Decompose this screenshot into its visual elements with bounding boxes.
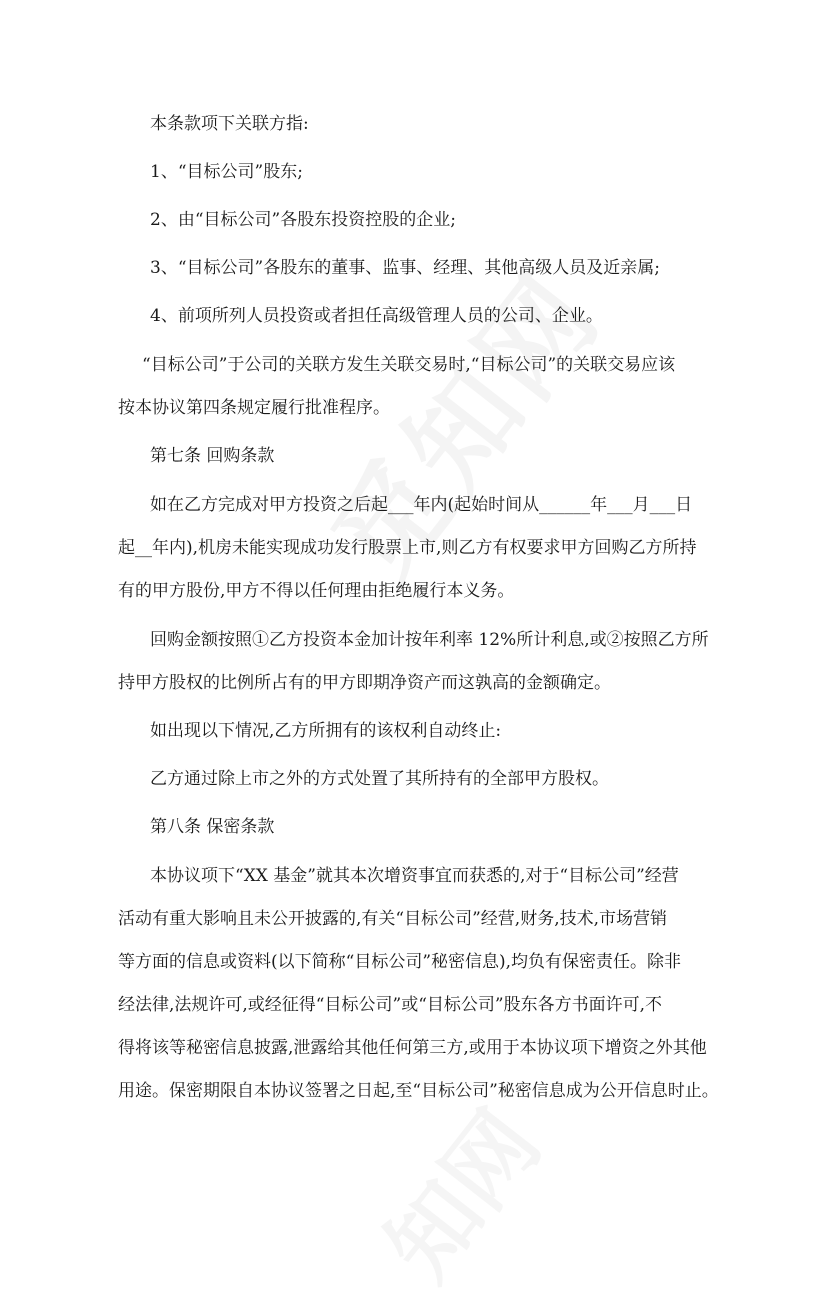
text-line: 4、前项所列人员投资或者担任高级管理人员的公司、企业。 — [150, 306, 603, 326]
text-line: 等方面的信息或资料(以下简称“目标公司”秘密信息),均负有保密责任。除非 — [118, 952, 682, 972]
paragraph-termination-condition — [150, 759, 714, 799]
paragraph-termination-intro — [150, 711, 714, 751]
text-line: 按本协议第四条规定履行批准程序。 — [118, 398, 390, 418]
text-line: 2、由“目标公司”各股东投资控股的企业; — [150, 210, 456, 230]
text-line: 经法律,法规许可,或经征得“目标公司”或“目标公司”股东各方书面许可,不 — [118, 995, 662, 1015]
text-line: 1、“目标公司”股东; — [150, 162, 303, 182]
text-line: 回购金额按照①乙方投资本金加计按年利率 12%所计利息,或②按照乙方所 — [150, 630, 709, 650]
paragraph-related-party-intro — [150, 104, 714, 144]
text-line: 3、“目标公司”各股东的董事、监事、经理、其他高级人员及近亲属; — [150, 258, 660, 278]
paragraph-confidentiality — [118, 855, 719, 1113]
text-line: 有的甲方股份,甲方不得以任何理由拒绝履行本义务。 — [118, 581, 515, 601]
text-line: “目标公司”于公司的关联方发生关联交易时,“目标公司”的关联交易应该 — [142, 355, 676, 375]
section-heading-article-8 — [150, 807, 714, 847]
text-line: 持甲方股权的比例所占有的甲方即期净资产而这孰高的金额确定。 — [118, 673, 611, 693]
text-line: 第八条 保密条款 — [150, 817, 275, 837]
text-line: 用途。保密期限自本协议签署之日起,至“目标公司”秘密信息成为公开信息时止。 — [118, 1081, 719, 1101]
list-item-2 — [150, 200, 714, 240]
list-item-3 — [150, 248, 714, 288]
text-line: 本条款项下关联方指: — [150, 114, 309, 134]
paragraph-related-transaction — [118, 344, 714, 430]
paragraph-buyback-amount — [118, 619, 714, 705]
text-line: 如在乙方完成对甲方投资之后起___年内(起始时间从______年___月___日 — [150, 495, 693, 515]
paragraph-buyback-condition — [118, 484, 714, 613]
document-body — [118, 104, 719, 1119]
text-line: 本协议项下“XX 基金”就其本次增资事宜而获悉的,对于“目标公司”经营 — [150, 866, 679, 886]
text-line: 活动有重大影响且未公开披露的,有关“目标公司”经营,财务,技术,市场营销 — [118, 909, 667, 929]
text-line: 得将该等秘密信息披露,泄露给其他任何第三方,或用于本协议项下增资之外其他 — [118, 1038, 707, 1058]
text-line: 如出现以下情况,乙方所拥有的该权利自动终止: — [150, 721, 502, 741]
list-item-1 — [150, 152, 714, 192]
list-item-4 — [150, 296, 714, 336]
section-heading-article-7 — [150, 436, 714, 476]
text-line: 第七条 回购条款 — [150, 446, 275, 466]
text-line: 乙方通过除上市之外的方式处置了其所持有的全部甲方股权。 — [150, 769, 609, 789]
text-line: 起__年内),机房未能实现成功发行股票上市,则乙方有权要求甲方回购乙方所持 — [118, 538, 697, 558]
